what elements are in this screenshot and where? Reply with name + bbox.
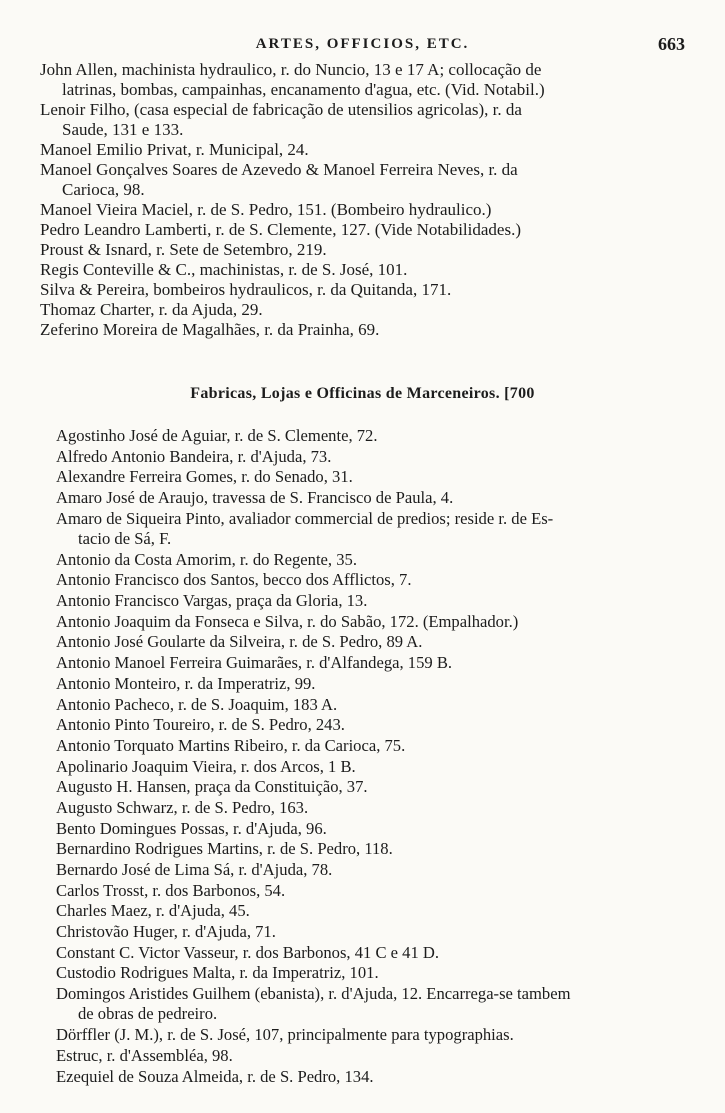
entry-line: Zeferino Moreira de Magalhães, r. da Prainha, 69. [40, 320, 380, 339]
list-item [56, 653, 706, 673]
entry-line: Dörffler (J. M.), r. de S. José, 107, principalmente para typographias. [56, 1025, 514, 1045]
list-item [40, 140, 680, 160]
list-item [56, 922, 706, 942]
entry-line: Carlos Trosst, r. dos Barbonos, 54. [56, 880, 286, 900]
entry-line: Amaro de Siqueira Pinto, avaliador commercial de predios; reside r. de Es- [56, 508, 554, 528]
section-marceneiros-list [56, 426, 706, 1087]
entry-line: Agostinho José de Aguiar, r. de S. Clemente, 72. [56, 426, 378, 445]
entry-line: Domingos Aristides Guilhem (ebanista), r. d'Ajuda, 12. Encarrega-se tambem [56, 984, 571, 1004]
entry-line: Manoel Vieira Maciel, r. de S. Pedro, 151. (Bombeiro hydraulico.) [40, 200, 492, 219]
entry-line: Proust & Isnard, r. Sete de Setembro, 219. [40, 240, 327, 259]
list-item [56, 757, 706, 777]
entry-line: Apolinario Joaquim Vieira, r. dos Arcos, 1 B. [56, 756, 356, 776]
list-item [56, 447, 706, 467]
list-item [56, 963, 706, 983]
list-item [56, 943, 706, 963]
list-item [56, 426, 706, 446]
list-item [40, 220, 680, 240]
list-item [40, 260, 680, 280]
entry-line: Silva & Pereira, bombeiros hydraulicos, r. da Quitanda, 171. [40, 280, 452, 299]
section-title-marceneiros: Fabricas, Lojas e Officinas de Marceneiros. [700 [190, 385, 535, 402]
entry-line: Alfredo Antonio Bandeira, r. d'Ajuda, 73. [56, 446, 332, 466]
list-item [56, 467, 706, 487]
entry-line: Lenoir Filho, (casa especial de fabricação de utensilios agricolas), r. da [40, 100, 522, 119]
entry-line: Antonio Pacheco, r. de S. Joaquim, 183 A. [56, 694, 338, 714]
list-item [56, 695, 706, 715]
list-item [56, 881, 706, 901]
entry-line: Bernardino Rodrigues Martins, r. de S. Pedro, 118. [56, 839, 393, 859]
entry-line: Regis Conteville & C., machinistas, r. de S. José, 101. [40, 260, 408, 279]
entry-line: Antonio Francisco Vargas, praça da Gloria, 13. [56, 591, 368, 611]
entry-line: Antonio Monteiro, r. da Imperatriz, 99. [56, 673, 316, 693]
list-item [56, 798, 706, 818]
entry-line: Bento Domingues Possas, r. d'Ajuda, 96. [56, 818, 327, 838]
list-item [56, 612, 706, 632]
list-item [56, 901, 706, 921]
list-item [40, 200, 680, 220]
list-item [40, 100, 680, 140]
list-item [40, 160, 680, 200]
entry-line: Manoel Gonçalves Soares de Azevedo & Manoel Ferreira Neves, r. da [40, 160, 518, 179]
entry-line: Constant C. Victor Vasseur, r. dos Barbonos, 41 C e 41 D. [56, 942, 440, 962]
list-item [56, 715, 706, 735]
entry-line: Antonio Torquato Martins Ribeiro, r. da Carioca, 75. [56, 735, 406, 755]
list-item [56, 1025, 706, 1045]
entry-line: Augusto H. Hansen, praça da Constituição, 37. [56, 777, 368, 797]
list-item [56, 488, 706, 508]
list-item [56, 591, 706, 611]
list-item [40, 300, 680, 320]
entry-line: Christovão Huger, r. d'Ajuda, 71. [56, 922, 276, 942]
entry-line: Antonio Joaquim da Fonseca e Silva, r. do Sabão, 172. (Empalhador.) [56, 611, 519, 631]
entry-line: Antonio Manoel Ferreira Guimarães, r. d'Alfandega, 159 B. [56, 653, 453, 673]
entry-line: Antonio Pinto Toureiro, r. de S. Pedro, 243. [56, 715, 345, 735]
running-head: ARTES, OFFICIOS, ETC. [255, 36, 470, 52]
entry-line: Augusto Schwarz, r. de S. Pedro, 163. [56, 797, 309, 817]
list-item [56, 509, 706, 550]
page-header [0, 36, 725, 58]
entry-continuation: Saude, 131 e 133. [62, 120, 184, 139]
entry-line: Charles Maez, r. d'Ajuda, 45. [56, 901, 250, 921]
list-item [56, 550, 706, 570]
list-item [56, 570, 706, 590]
list-item [40, 320, 680, 340]
entry-line: Estruc, r. d'Assembléa, 98. [56, 1045, 233, 1065]
list-item [56, 1046, 706, 1066]
entry-line: Thomaz Charter, r. da Ajuda, 29. [40, 300, 263, 319]
list-item [40, 60, 680, 100]
list-item [56, 819, 706, 839]
list-item [56, 1067, 706, 1087]
entry-line: Alexandre Ferreira Gomes, r. do Senado, 31. [56, 467, 353, 487]
list-item [40, 240, 680, 260]
entry-line: Antonio José Goularte da Silveira, r. de S. Pedro, 89 A. [56, 632, 423, 652]
entry-continuation: latrinas, bombas, campainhas, encanamento d'agua, etc. (Vid. Notabil.) [62, 80, 545, 99]
entry-continuation: tacio de Sá, F. [78, 529, 172, 549]
entry-line: Ezequiel de Souza Almeida, r. de S. Pedro, 134. [56, 1066, 374, 1086]
entry-line: Amaro José de Araujo, travessa de S. Francisco de Paula, 4. [56, 488, 454, 508]
entry-line: Antonio Francisco dos Santos, becco dos Afflictos, 7. [56, 570, 412, 590]
entry-line: Bernardo José de Lima Sá, r. d'Ajuda, 78. [56, 860, 333, 880]
list-item [40, 280, 680, 300]
section-hydraulic-list [40, 60, 680, 340]
list-item [56, 777, 706, 797]
entry-line: Pedro Leandro Lamberti, r. de S. Clemente, 127. (Vide Notabilidades.) [40, 220, 521, 239]
page-number: 663 [658, 34, 685, 54]
list-item [56, 984, 706, 1025]
entry-line: Manoel Emilio Privat, r. Municipal, 24. [40, 140, 309, 159]
list-item [56, 674, 706, 694]
entry-line: Antonio da Costa Amorim, r. do Regente, 35. [56, 549, 357, 569]
entry-continuation: de obras de pedreiro. [78, 1004, 218, 1024]
entry-line: John Allen, machinista hydraulico, r. do Nuncio, 13 e 17 A; collocação de [40, 60, 542, 79]
list-item [56, 839, 706, 859]
list-item [56, 860, 706, 880]
entry-line: Custodio Rodrigues Malta, r. da Imperatriz, 101. [56, 963, 379, 983]
list-item [56, 632, 706, 652]
list-item [56, 736, 706, 756]
entry-continuation: Carioca, 98. [62, 180, 145, 199]
